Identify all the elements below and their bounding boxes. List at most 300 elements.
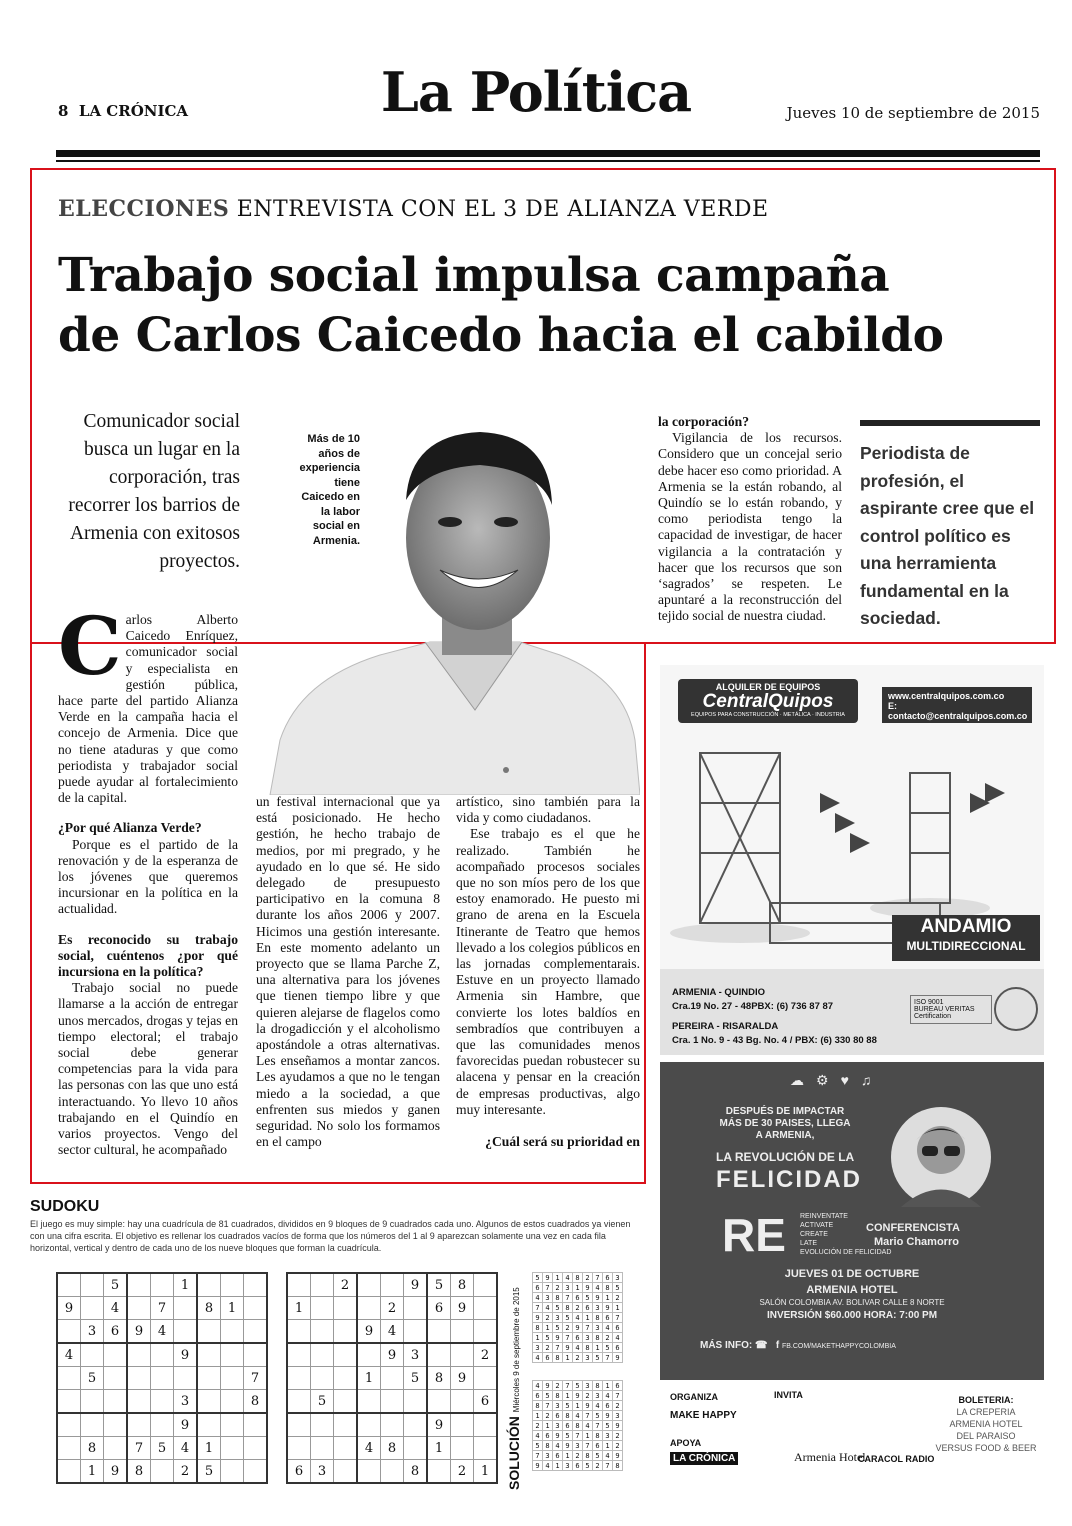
solution-cell: 3: [593, 1323, 603, 1333]
solution-cell: 5: [593, 1353, 603, 1363]
make-happy-logo: MAKE HAPPY: [670, 1410, 737, 1421]
solution-cell: 1: [573, 1283, 583, 1293]
solution-cell: 3: [553, 1421, 563, 1431]
solution-cell: 8: [603, 1283, 613, 1293]
question-3: ¿Cuál será su prioridad en: [485, 1134, 640, 1150]
solution-cell: 6: [543, 1431, 553, 1441]
solution-cell: 7: [573, 1431, 583, 1441]
sudoku-cell: 3: [174, 1390, 198, 1414]
ticket-outlet: DEL PARAISO: [956, 1431, 1016, 1441]
solution-cell: 4: [573, 1343, 583, 1353]
solution-cell: 5: [593, 1451, 603, 1461]
sudoku-cell: 9: [174, 1343, 198, 1367]
sudoku-title: SUDOKU: [30, 1198, 100, 1215]
solution-cell: 9: [573, 1323, 583, 1333]
solution-cell: 2: [553, 1381, 563, 1391]
cert-iso: ISO 9001: [914, 999, 944, 1006]
solution-cell: 3: [563, 1461, 573, 1471]
sudoku-cell: 2: [174, 1460, 198, 1484]
sudoku-cell: 7: [244, 1367, 268, 1390]
sudoku-cell: [311, 1273, 334, 1297]
facebook-icon: f: [775, 1340, 780, 1351]
solution-cell: 2: [573, 1303, 583, 1313]
solution-cell: 8: [583, 1343, 593, 1353]
kicker: [58, 196, 769, 222]
sudoku-cell: [81, 1273, 104, 1297]
solution-cell: 9: [533, 1461, 543, 1471]
ticket-outlets: [926, 1394, 1046, 1454]
sudoku-cell: [81, 1343, 104, 1367]
solution-cell: 1: [583, 1431, 593, 1441]
sudoku-cell: 6: [287, 1460, 311, 1484]
bullet-item: EVOLUCIÓN DE FELICIDAD: [800, 1249, 892, 1256]
solution-cell: 2: [603, 1333, 613, 1343]
sudoku-cell: [357, 1390, 381, 1414]
solution-cell: 1: [543, 1323, 553, 1333]
solution-cell: 8: [553, 1391, 563, 1401]
solution-cell: 9: [543, 1381, 553, 1391]
sudoku-cell: 9: [427, 1413, 451, 1437]
solution-cell: 1: [553, 1273, 563, 1283]
solution-cell: 6: [593, 1441, 603, 1451]
apoya-label: APOYA: [670, 1438, 702, 1448]
sudoku-cell: [474, 1297, 498, 1320]
address-bar: [660, 969, 1044, 1055]
solution-cell: 1: [613, 1303, 623, 1313]
solution-cell: 7: [613, 1391, 623, 1401]
solution-cell: 1: [543, 1421, 553, 1431]
solution-cell: 4: [533, 1431, 543, 1441]
sudoku-cell: [104, 1413, 128, 1437]
solution-cell: 6: [553, 1411, 563, 1421]
sudoku-cell: [381, 1413, 404, 1437]
sudoku-cell: 9: [127, 1320, 151, 1344]
solution-cell: 4: [573, 1313, 583, 1323]
sudoku-cell: [57, 1437, 81, 1460]
solution-cell: 6: [613, 1381, 623, 1391]
solution-cell: 4: [603, 1451, 613, 1461]
sudoku-cell: 4: [381, 1320, 404, 1344]
music-icon: ♫: [860, 1072, 884, 1088]
solution-cell: 7: [583, 1323, 593, 1333]
sudoku-cell: [287, 1273, 311, 1297]
sudoku-cell: [244, 1460, 268, 1484]
solution-cell: 1: [553, 1461, 563, 1471]
sudoku-cell: 8: [81, 1437, 104, 1460]
sudoku-cell: 2: [474, 1343, 498, 1367]
intro-line2: MÁS DE 30 PAISES, LLEGA: [719, 1118, 851, 1129]
solution-cell: 3: [583, 1381, 593, 1391]
solution-cell: 5: [533, 1441, 543, 1451]
solution-cell: 8: [573, 1421, 583, 1431]
product-banner: [892, 915, 1040, 961]
sudoku-cell: 3: [311, 1460, 334, 1484]
solution-cell: 6: [603, 1401, 613, 1411]
solution-cell: 1: [603, 1441, 613, 1451]
solution-cell: 6: [573, 1333, 583, 1343]
event-date: JUEVES 01 DE OCTUBRE: [784, 1268, 920, 1280]
sudoku-cell: 4: [357, 1437, 381, 1460]
event-intro: [700, 1106, 870, 1142]
solution-cell: 2: [573, 1451, 583, 1461]
solution-cell: 6: [603, 1313, 613, 1323]
solution-cell: 1: [533, 1333, 543, 1343]
sudoku-cell: [127, 1297, 151, 1320]
solution-cell: 5: [613, 1283, 623, 1293]
product-line2: MULTIDIRECCIONAL: [906, 939, 1026, 953]
sudoku-cell: [197, 1320, 221, 1344]
sudoku-cell: [334, 1413, 358, 1437]
sudoku-cell: [104, 1437, 128, 1460]
sudoku-cell: [381, 1273, 404, 1297]
solution-cell: 3: [553, 1313, 563, 1323]
sudoku-cell: [451, 1413, 474, 1437]
sudoku-cell: [474, 1437, 498, 1460]
solution-cell: 1: [533, 1411, 543, 1421]
article-column-4: [658, 414, 842, 625]
solution-cell: 9: [613, 1421, 623, 1431]
solution-cell: 7: [583, 1441, 593, 1451]
solution-grid-2: [532, 1380, 623, 1471]
sudoku-cell: [221, 1343, 244, 1367]
sudoku-cell: 9: [104, 1460, 128, 1484]
solution-cell: 5: [553, 1303, 563, 1313]
solution-cell: 5: [603, 1343, 613, 1353]
sudoku-cell: 5: [427, 1273, 451, 1297]
bullet-item: CREATE: [800, 1231, 828, 1238]
solution-cell: 5: [603, 1421, 613, 1431]
solution-cell: 2: [613, 1441, 623, 1451]
answer-2: Trabajo social no puede llamarse a la acción de entregar unos mercados, drogas y tejas en tiempo electoral; el trabajo social debe generar competencias para la vida para las personas con las que uno está interactuando. Yo llevo 10 años trabajando en el Quindío en varios proyectos. Vengo del sector cultural, he acompañado: [58, 980, 238, 1158]
sudoku-cell: 3: [81, 1320, 104, 1344]
solution-cell: 2: [613, 1431, 623, 1441]
brand-logo: [678, 679, 858, 723]
article-column-1: [58, 599, 238, 1159]
sudoku-cell: [81, 1297, 104, 1320]
ticket-outlet: LA CREPERIA: [956, 1407, 1016, 1417]
sudoku-cell: [151, 1413, 174, 1437]
solution-cell: 7: [593, 1421, 603, 1431]
sudoku-cell: 9: [57, 1297, 81, 1320]
solution-label: [506, 1270, 522, 1490]
solution-cell: 1: [563, 1451, 573, 1461]
solution-cell: 7: [543, 1283, 553, 1293]
contact-box: [882, 687, 1032, 723]
solution-cell: 9: [563, 1343, 573, 1353]
sudoku-cell: 6: [427, 1297, 451, 1320]
solution-cell: 8: [593, 1431, 603, 1441]
sudoku-cell: [311, 1413, 334, 1437]
sudoku-cell: 7: [151, 1297, 174, 1320]
sudoku-cell: [451, 1320, 474, 1344]
column-3-text-a: artístico, sino también para la vida y como ciudadanos.: [456, 794, 640, 826]
event-room: SALÓN COLOMBIA AV. BOLIVAR CALLE 8 NORTE: [759, 1298, 945, 1307]
column-2-text: un festival internacional que ya está posicionado. He hecho gestión, he hecho trabajo de medios, por mi pregrado, y he ayudado en lo que sé. He sido delegado de presupuesto participativo en la comuna 8 durante los años 2006 y 2007. Hicimos una gestión interesante. En este momento adelanto un proyecto que se llama Parche Z, una alternativa para los jóvenes que tienen tiempo libre y que quieren alejarse de flagelos como la drogadicción y el alcoholismo apostándole a otras alternativas. Les enseñamos a montar zancos. Les ayudamos a que no le tengan miedo a la sociedad, a que enfrenten sus miedos y ganen seguridad. No solo los formamos en el campo: [256, 794, 440, 1150]
sudoku-cell: 8: [427, 1367, 451, 1390]
website: www.centralquipos.com.co: [888, 691, 1005, 701]
solution-cell: 6: [563, 1421, 573, 1431]
solution-cell: 6: [533, 1283, 543, 1293]
solution-cell: 5: [543, 1391, 553, 1401]
sudoku-cell: [197, 1413, 221, 1437]
article-column-3: [456, 794, 640, 1150]
sudoku-cell: [451, 1437, 474, 1460]
solution-cell: 2: [543, 1313, 553, 1323]
solution-cell: 3: [583, 1353, 593, 1363]
solution-cell: 2: [543, 1411, 553, 1421]
sudoku-cell: [174, 1367, 198, 1390]
sudoku-cell: [221, 1413, 244, 1437]
solution-cell: 9: [533, 1313, 543, 1323]
sudoku-cell: [311, 1437, 334, 1460]
paper-name: LA CRÓNICA: [78, 102, 189, 120]
solution-cell: 5: [593, 1411, 603, 1421]
sudoku-cell: [221, 1437, 244, 1460]
solution-cell: 2: [583, 1391, 593, 1401]
sudoku-cell: [357, 1273, 381, 1297]
headline: [58, 246, 1038, 366]
city-armenia: ARMENIA - QUINDIO: [672, 987, 766, 998]
sudoku-cell: [474, 1367, 498, 1390]
solution-grid-1: [532, 1272, 623, 1363]
kicker-tag: ELECCIONES: [58, 196, 230, 222]
pull-quote: Periodista de profesión, el aspirante cree que el control político es una herramienta fundamental en la sociedad.: [860, 443, 1035, 628]
more-info: [700, 1340, 896, 1351]
sudoku-cell: 5: [104, 1273, 128, 1297]
event-title-big: FELICIDAD: [716, 1166, 862, 1193]
sudoku-cell: [151, 1390, 174, 1414]
sudoku-cell: [197, 1367, 221, 1390]
event-title-small: LA REVOLUCIÓN DE LA: [716, 1150, 855, 1164]
solution-cell: 8: [543, 1441, 553, 1451]
sudoku-cell: [57, 1273, 81, 1297]
speaker-name: Mario Chamorro: [874, 1236, 959, 1248]
sudoku-cell: [474, 1273, 498, 1297]
solution-cell: 6: [573, 1461, 583, 1471]
question-3-cont: la corporación?: [658, 414, 749, 429]
sudoku-cell: [404, 1320, 428, 1344]
sudoku-cell: [334, 1343, 358, 1367]
rental-label: ALQUILER DE EQUIPOS: [715, 682, 821, 692]
sudoku-cell: 1: [174, 1273, 198, 1297]
solution-cell: 5: [573, 1381, 583, 1391]
solution-cell: 4: [533, 1293, 543, 1303]
sudoku-cell: 8: [404, 1460, 428, 1484]
sudoku-cell: [244, 1297, 268, 1320]
sudoku-cell: 5: [404, 1367, 428, 1390]
solution-cell: 1: [583, 1313, 593, 1323]
solution-cell: 3: [543, 1451, 553, 1461]
solution-cell: 4: [593, 1401, 603, 1411]
kicker-text: ENTREVISTA CON EL 3 DE ALIANZA VERDE: [236, 197, 769, 222]
headline-line1: Trabajo social impulsa campaña: [58, 248, 890, 303]
solution-cell: 2: [553, 1283, 563, 1293]
brand-tagline: EQUIPOS PARA CONSTRUCCIÓN · METÁLICA · INDUSTRIA: [691, 712, 845, 718]
answer-1: Porque es el partido de la renovación y de la esperanza de los jóvenes que queremos incursionar en la política en la actualidad.: [58, 836, 238, 917]
certification: [910, 995, 992, 1024]
answer-3: Vigilancia de los recursos. Considero que un concejal serio debe hacer eso como prioridad. A Armenia se la están robando, al Quindío se lo están robando, y como periodista tengo la capacidad de investigar, de hacer vigilancia a la contratación y hacer que los recursos que son ‘sagrados’ se respeten. Le apuntaré a la reconstrucción del tejido social de nuestra ciudad.: [658, 430, 842, 624]
solution-cell: 2: [563, 1323, 573, 1333]
bureau-veritas-seal-icon: [994, 987, 1038, 1031]
question-2: Es reconocido su trabajo social, cuéntenos ¿por qué incursiona en la política?: [58, 931, 238, 980]
solution-cell: 3: [543, 1293, 553, 1303]
sudoku-cell: 1: [357, 1367, 381, 1390]
sudoku-cell: 5: [81, 1367, 104, 1390]
sudoku-cell: 4: [174, 1437, 198, 1460]
sudoku-cell: [221, 1460, 244, 1484]
sudoku-cell: [151, 1343, 174, 1367]
sudoku-cell: [334, 1297, 358, 1320]
solution-cell: 7: [563, 1381, 573, 1391]
sudoku-cell: [334, 1437, 358, 1460]
organiza-label: ORGANIZA: [670, 1392, 718, 1402]
solution-cell: 8: [573, 1273, 583, 1283]
sudoku-cell: [404, 1297, 428, 1320]
sudoku-cell: [151, 1460, 174, 1484]
sudoku-cell: 3: [404, 1343, 428, 1367]
solution-cell: 2: [583, 1273, 593, 1283]
solution-cell: 4: [543, 1303, 553, 1313]
solution-cell: 4: [583, 1421, 593, 1431]
sudoku-cell: [244, 1437, 268, 1460]
sudoku-cell: [127, 1273, 151, 1297]
issue-date: Jueves 10 de septiembre de 2015: [786, 104, 1040, 122]
cert-label: Certification: [914, 1013, 951, 1020]
solution-cell: 4: [603, 1323, 613, 1333]
solution-cell: 6: [533, 1391, 543, 1401]
sudoku-cell: 5: [311, 1390, 334, 1414]
sudoku-cell: [244, 1320, 268, 1344]
solution-cell: 4: [613, 1333, 623, 1343]
sudoku-cell: [197, 1343, 221, 1367]
solution-cell: 8: [553, 1353, 563, 1363]
sudoku-cell: [451, 1343, 474, 1367]
sudoku-cell: 6: [474, 1390, 498, 1414]
bullet-item: LATE: [800, 1240, 817, 1247]
event-bullets: [800, 1212, 891, 1257]
speaker-photo: [886, 1102, 996, 1212]
sudoku-cell: [334, 1460, 358, 1484]
solution-cell: 7: [543, 1401, 553, 1411]
sudoku-cell: 9: [174, 1413, 198, 1437]
solution-cell: 3: [593, 1303, 603, 1313]
solution-cell: 9: [603, 1303, 613, 1313]
solution-cell: 8: [613, 1461, 623, 1471]
sudoku-cell: [104, 1367, 128, 1390]
solution-cell: 4: [603, 1391, 613, 1401]
solution-cell: 3: [533, 1343, 543, 1353]
solution-cell: 6: [573, 1293, 583, 1303]
cert-bureau: BUREAU VERITAS: [914, 1006, 975, 1013]
sudoku-cell: [287, 1367, 311, 1390]
sudoku-cell: [287, 1413, 311, 1437]
ticket-outlet: ARMENIA HOTEL: [949, 1419, 1023, 1429]
sudoku-cell: 9: [451, 1367, 474, 1390]
sudoku-cell: [174, 1297, 198, 1320]
solution-cell: 6: [603, 1273, 613, 1283]
intro-text: arlos Alberto Caicedo Enríquez, comunicador social y especialista en gestión pública, hace parte del partido Alianza Verde en la campaña hacia el concejo de Armenia. Dice que no tiene ataduras y que como periodista y trabajador social puede ayudar al fortalecimiento de la capital.: [58, 612, 238, 806]
sudoku-cell: [244, 1343, 268, 1367]
sudoku-cell: [427, 1320, 451, 1344]
solution-cell: 3: [613, 1411, 623, 1421]
la-cronica-logo: LA CRÓNICA: [670, 1452, 738, 1465]
event-venue: ARMENIA HOTEL: [806, 1284, 898, 1296]
solution-cell: 5: [553, 1323, 563, 1333]
solution-cell: 3: [553, 1401, 563, 1411]
solution-cell: 4: [543, 1461, 553, 1471]
solution-cell: 8: [563, 1411, 573, 1421]
sudoku-cell: 5: [151, 1437, 174, 1460]
solution-cell: 9: [583, 1283, 593, 1293]
solution-cell: 1: [603, 1381, 613, 1391]
sudoku-cell: [104, 1343, 128, 1367]
solution-cell: 1: [603, 1293, 613, 1303]
solution-cell: 4: [573, 1411, 583, 1421]
solution-cell: 5: [583, 1293, 593, 1303]
question-1: ¿Por qué Alianza Verde?: [58, 820, 202, 836]
solution-cell: 8: [533, 1323, 543, 1333]
armenia-hotel-logo: Armenia Hotel: [794, 1450, 866, 1464]
sudoku-cell: 1: [427, 1437, 451, 1460]
sudoku-instructions: El juego es muy simple: hay una cuadrícula de 81 cuadrados, divididos en 9 bloques de 9 cuadrados cada uno. Algunos de estos cuadrados ya vienen con una cifra escrita. El objetivo es rellenar los cuadrados vacíos de forma que los números del 1 al 9 aparezcan solamente una vez en cada fila horizontal, vertical y dentro de cada uno de los nueve bloques que forman la cuadrícula.: [30, 1219, 631, 1253]
sudoku-cell: [427, 1390, 451, 1414]
invita-label: INVITA: [774, 1390, 803, 1400]
sudoku-cell: 2: [381, 1297, 404, 1320]
solution-cell: 9: [613, 1451, 623, 1461]
solution-cell: 9: [573, 1391, 583, 1401]
sudoku-cell: 1: [197, 1437, 221, 1460]
solution-cell: 7: [603, 1353, 613, 1363]
sudoku-cell: 2: [334, 1273, 358, 1297]
solution-cell: 9: [603, 1411, 613, 1421]
sudoku-cell: [81, 1413, 104, 1437]
solution-cell: 8: [593, 1333, 603, 1343]
sudoku-cell: [197, 1390, 221, 1414]
intro-line1: DESPUÉS DE IMPACTAR: [725, 1106, 845, 1117]
sudoku-cell: [127, 1343, 151, 1367]
facebook-url: FB.COM/MAKETHAPPYCOLOMBIA: [781, 1343, 896, 1350]
sudoku-cell: [357, 1413, 381, 1437]
sudoku-cell: [404, 1390, 428, 1414]
column-3-text-b: Ese trabajo es el que he realizado. También he acompañado procesos sociales que no son míos pero de los que estoy enamorado. He puesto mi grano de arena en la Escuela Itinerante de Teatro que hemos llevado a los colegios públicos en las jornadas complementarais. Estuve en un proyecto llamado Armenia sin Hambre, que convierte los lotes baldíos en sembradíos que contribuyen a que las comunidades menos favorecidas puedan robustecer su alacena y pensar en la creación de empresas productivas, algo muy interesante.: [456, 826, 640, 1117]
solution-cell: 6: [543, 1353, 553, 1363]
ticket-outlet: VERSUS FOOD & BEER: [935, 1443, 1037, 1453]
solution-cell: 5: [563, 1313, 573, 1323]
sudoku-cell: [127, 1390, 151, 1414]
sudoku-cell: [381, 1367, 404, 1390]
sudoku-cell: [151, 1367, 174, 1390]
solution-cell: 9: [543, 1273, 553, 1283]
sudoku-cell: [381, 1460, 404, 1484]
sudoku-cell: [287, 1320, 311, 1344]
solution-cell: 5: [563, 1431, 573, 1441]
sudoku-cell: [221, 1320, 244, 1344]
sudoku-cell: 7: [127, 1437, 151, 1460]
solution-cell: 4: [533, 1353, 543, 1363]
solution-cell: 4: [533, 1381, 543, 1391]
sudoku-cell: [221, 1390, 244, 1414]
info-label: MÁS INFO:: [700, 1340, 753, 1351]
sudoku-cell: [357, 1460, 381, 1484]
sponsor-strip: [668, 1388, 1048, 1474]
sudoku-cell: [197, 1273, 221, 1297]
solution-cell: 3: [603, 1431, 613, 1441]
sudoku-cell: 8: [451, 1273, 474, 1297]
sudoku-cell: 2: [451, 1460, 474, 1484]
header-rule: [56, 150, 1040, 157]
sudoku-cell: [127, 1413, 151, 1437]
sudoku-cell: [244, 1413, 268, 1437]
